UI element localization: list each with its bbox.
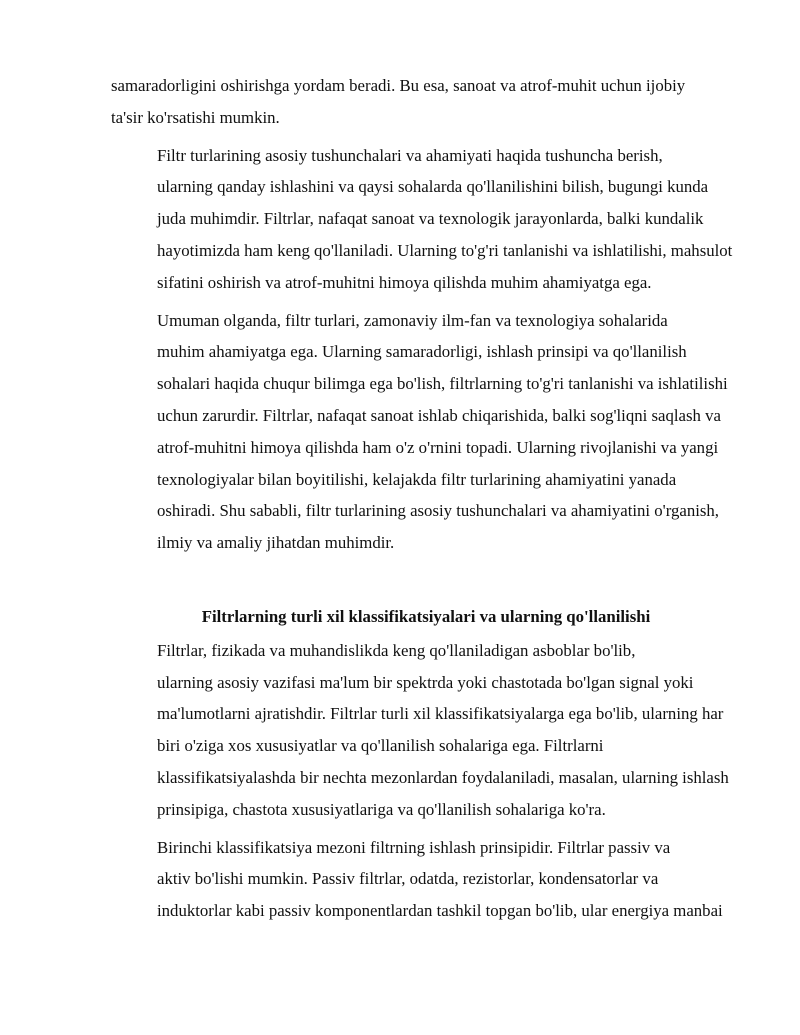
paragraph-4 — [111, 635, 741, 826]
text-line: induktorlar kabi passiv komponentlardan tashkil topgan bo'lib, ular energiya manbai — [157, 901, 723, 921]
text-line: juda muhimdir. Filtrlar, nafaqat sanoat va texnologik jarayonlarda, balki kundalik — [157, 209, 704, 229]
text-line: Filtrlar, fizikada va muhandislikda keng qo'llaniladigan asboblar bo'lib, — [157, 640, 636, 660]
paragraph-2 — [111, 140, 741, 299]
text-line: biri o'ziga xos xususiyatlar va qo'llanilish sohalariga ega. Filtrlarni — [157, 736, 604, 756]
text-line: ularning asosiy vazifasi ma'lum bir spektrda yoki chastotada bo'lgan signal yoki — [157, 672, 694, 692]
text-line: Filtr turlarining asosiy tushunchalari va ahamiyati haqida tushuncha berish, — [157, 145, 663, 165]
paragraph-1 — [111, 70, 741, 134]
text-line: klassifikatsiyalashda bir nechta mezonlardan foydalaniladi, masalan, ularning ishlash — [157, 767, 729, 787]
section-spacer — [111, 565, 741, 601]
text-line: sohalari haqida chuqur bilimga ega bo'lish, filtrlarning to'g'ri tanlanishi va ishlatilishi — [157, 374, 728, 394]
text-line: ularning qanday ishlashini va qaysi sohalarda qo'llanilishini bilish, bugungi kunda — [157, 177, 709, 197]
text-line: Birinchi klassifikatsiya mezoni filtrning ishlash prinsipidir. Filtrlar passiv va — [157, 837, 671, 857]
paragraph-5 — [111, 832, 741, 927]
text-line: prinsipiga, chastota xususiyatlariga va qo'llanilish sohalariga ko'ra. — [157, 799, 606, 819]
text-line: aktiv bo'lishi mumkin. Passiv filtrlar, odatda, rezistorlar, kondensatorlar va — [157, 869, 659, 889]
text-line: texnologiyalar bilan boyitilishi, kelajakda filtr turlarining ahamiyatini yanada — [157, 469, 677, 489]
text-line: uchun zarurdir. Filtrlar, nafaqat sanoat ishlab chiqarishida, balki sog'liqni saqlash va — [157, 405, 721, 425]
text-line: ma'lumotlarni ajratishdir. Filtrlar turli xil klassifikatsiyalarga ega bo'lib, ularning har — [157, 704, 724, 724]
section-heading: Filtrlarning turli xil klassifikatsiyalari va ularning qo'llanilishi — [201, 606, 651, 626]
text-line: muhim ahamiyatga ega. Ularning samaradorligi, ishlash prinsipi va qo'llanilish — [157, 342, 687, 362]
text-line: ta'sir ko'rsatishi mumkin. — [111, 107, 280, 127]
text-line: atrof-muhitni himoya qilishda ham o'z o'rnini topadi. Ularning rivojlanishi va yangi — [157, 437, 719, 457]
document-body — [111, 70, 741, 933]
text-line: hayotimizda ham keng qo'llaniladi. Ularning to'g'ri tanlanishi va ishlatilishi, mahsulot — [157, 240, 733, 260]
paragraph-3 — [111, 305, 741, 559]
text-line: samaradorligini oshirishga yordam beradi. Bu esa, sanoat va atrof-muhit uchun ijobiy — [111, 76, 686, 95]
text-line: oshiradi. Shu sababli, filtr turlarining asosiy tushunchalari va ahamiyatini o'rganish, — [157, 501, 719, 521]
text-line: ilmiy va amaliy jihatdan muhimdir. — [157, 533, 395, 553]
text-line: sifatini oshirish va atrof-muhitni himoya qilishda muhim ahamiyatga ega. — [157, 272, 652, 292]
text-line: Umuman olganda, filtr turlari, zamonaviy ilm-fan va texnologiya sohalarida — [157, 310, 668, 330]
